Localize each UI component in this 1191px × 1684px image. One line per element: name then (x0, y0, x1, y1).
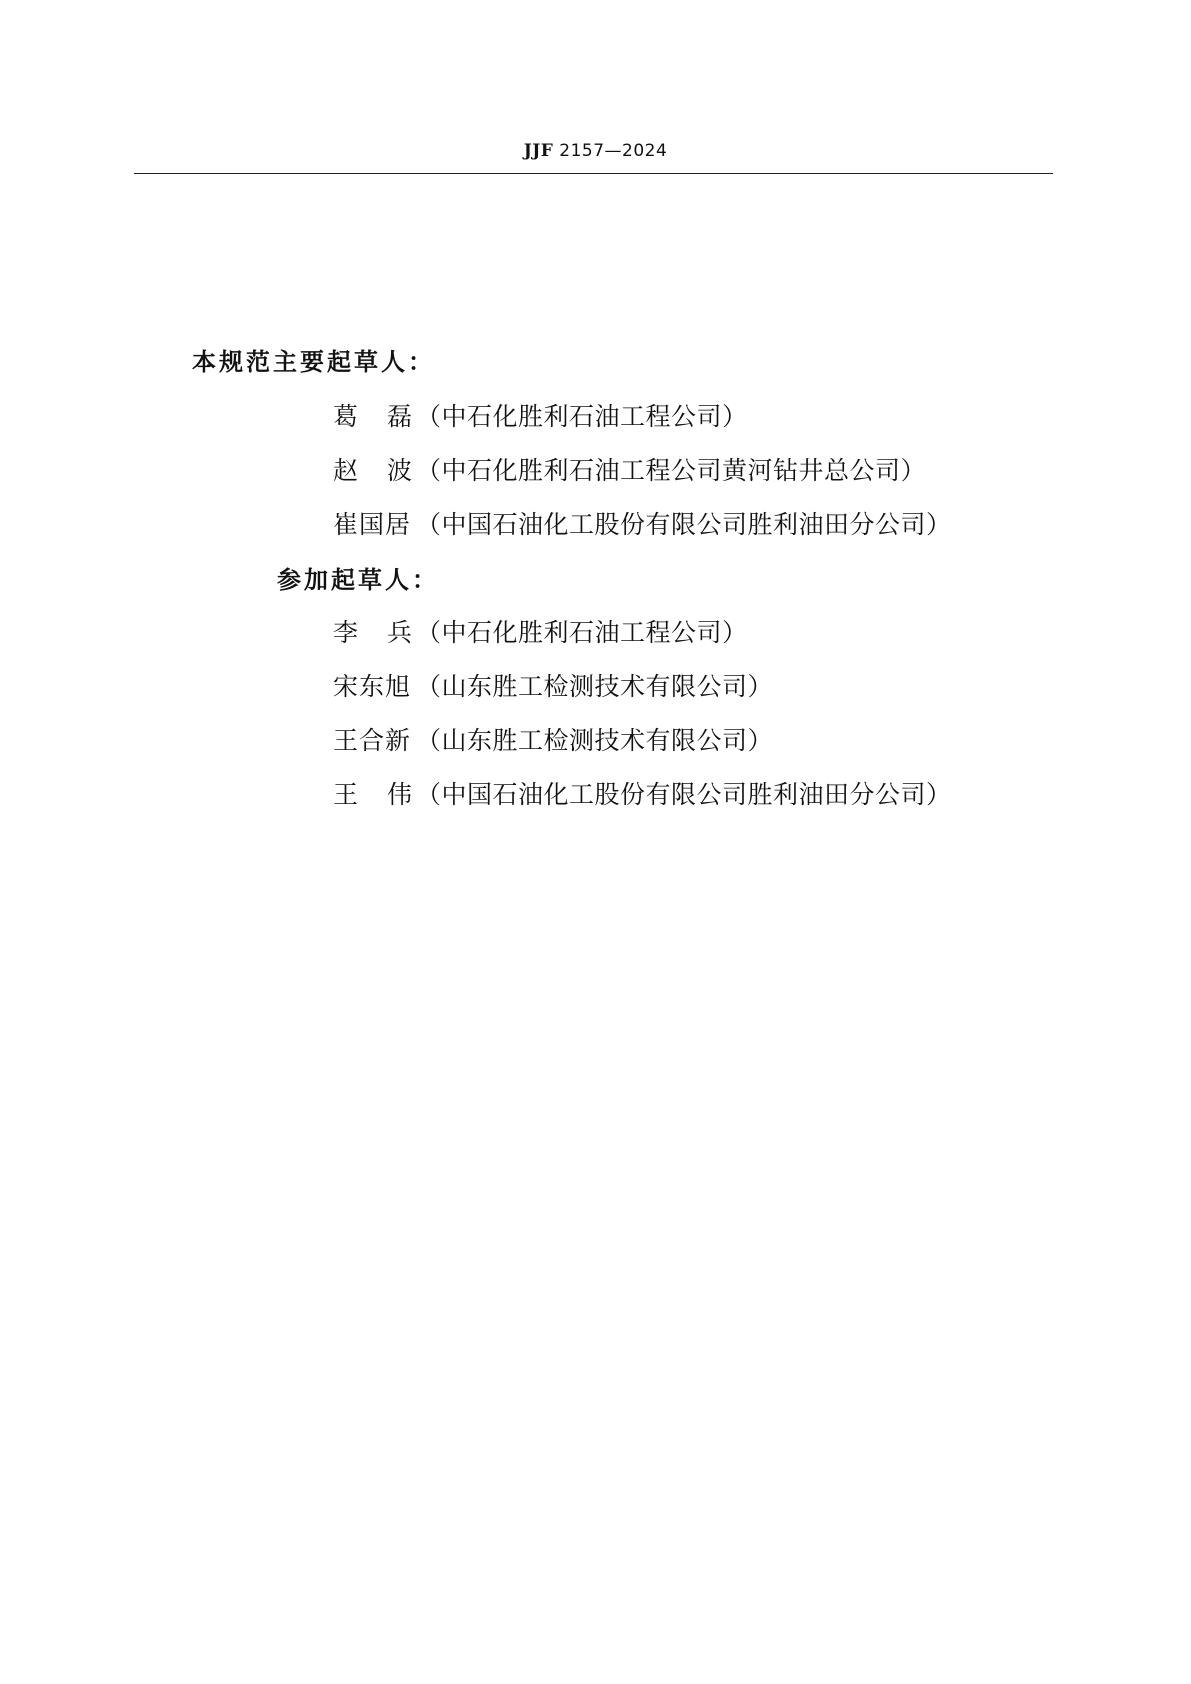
participating-drafters-heading: 参加起草人： (277, 566, 439, 594)
drafter-organization: （山东胜工检测技术有限公司） (416, 726, 774, 755)
drafter-name: 宋东旭 (333, 672, 412, 701)
drafter-organization: （中石化胜利石油工程公司） (416, 402, 748, 431)
participating-drafter-entry (333, 775, 952, 811)
standard-code-prefix: JJF (523, 141, 554, 161)
main-drafters-heading: 本规范主要起草人： (192, 348, 435, 376)
participating-drafter-entry (333, 721, 773, 757)
main-drafter-entry (333, 397, 748, 433)
drafter-name: 李 兵 (333, 618, 413, 647)
main-drafter-entry (333, 505, 952, 541)
standard-code-number: 2157—2024 (559, 141, 668, 161)
header-rule (134, 173, 1053, 174)
participating-drafter-entry (333, 667, 773, 703)
drafter-name: 崔国居 (333, 510, 412, 539)
drafter-organization: （中国石油化工股份有限公司胜利油田分公司） (416, 510, 952, 539)
participating-drafter-entry (333, 613, 748, 649)
drafter-organization: （山东胜工检测技术有限公司） (416, 672, 774, 701)
drafter-organization: （中石化胜利石油工程公司） (416, 618, 748, 647)
drafter-name: 葛 磊 (333, 402, 413, 431)
drafter-name: 王合新 (333, 726, 412, 755)
drafter-name: 王 伟 (333, 780, 413, 809)
main-drafter-entry (333, 451, 926, 487)
drafter-organization: （中国石油化工股份有限公司胜利油田分公司） (416, 780, 952, 809)
drafter-name: 赵 波 (333, 456, 413, 485)
drafter-organization: （中石化胜利石油工程公司黄河钻井总公司） (416, 456, 927, 485)
standard-code-header (0, 141, 1191, 161)
